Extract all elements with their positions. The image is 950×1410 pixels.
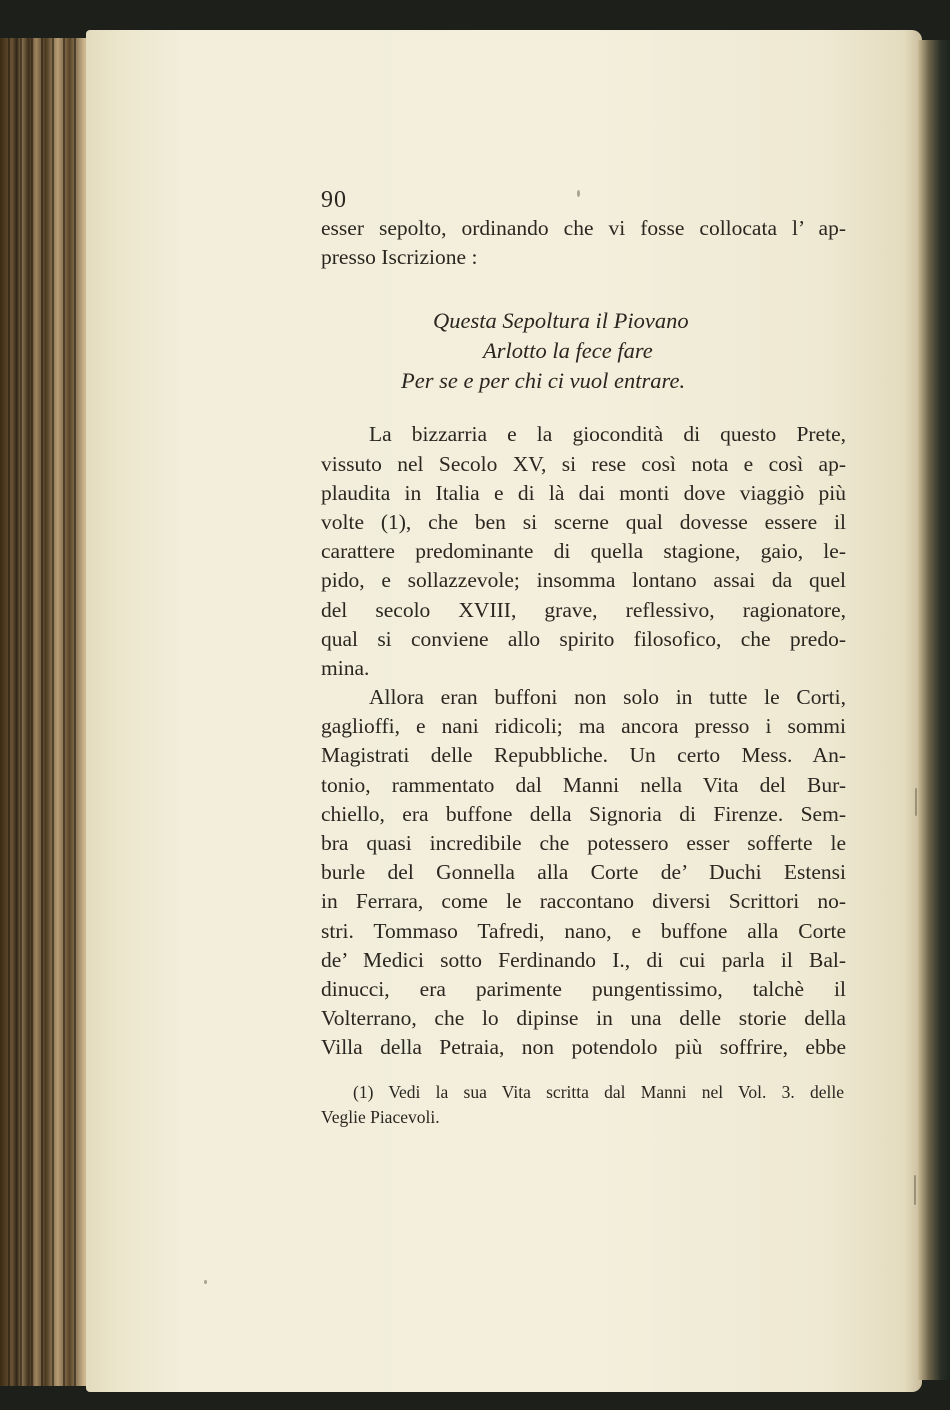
text-line: vissuto nel Secolo XV, si rese così nota e così ap-	[321, 451, 846, 476]
text-line: in Ferrara, come le raccontano diversi Scrittori no-	[321, 889, 846, 914]
ink-spot	[915, 788, 917, 816]
text-line: La bizzarria e la giocondità di questo Prete,	[369, 422, 846, 447]
inscription-line: Arlotto la fece fare	[483, 338, 653, 364]
text-line: carattere predominante di quella stagione, gaio, le-	[321, 539, 846, 564]
text-line: qual si conviene allo spirito filosofico, che predo-	[321, 626, 846, 651]
text-line: bra quasi incredibile che potessero esser sofferte le	[321, 831, 846, 855]
text-line: burle del Gonnella alla Corte de’ Duchi Estensi	[321, 860, 846, 885]
page-edge-line	[41, 38, 43, 1386]
text-line: Volterrano, che lo dipinse in una delle storie della	[321, 1006, 846, 1031]
book-cover-edge	[918, 40, 950, 1380]
inscription-line: Questa Sepoltura il Piovano	[433, 308, 689, 334]
page-edge-line	[8, 38, 10, 1386]
inscription-line: Per se e per chi ci vuol entrare.	[401, 368, 686, 394]
text-line: volte (1), che ben si scerne qual dovesse essere il	[321, 509, 846, 534]
text-line: esser sepolto, ordinando che vi fosse collocata l’ ap-	[321, 216, 846, 240]
text-line: dinucci, era parimente pungentissimo, talchè il	[321, 976, 846, 1001]
spacer	[321, 396, 846, 420]
text-line: pido, e sollazzevole; insomma lontano assai da quel	[321, 568, 846, 593]
text-line: Allora eran buffoni non solo in tutte le Corti,	[369, 685, 846, 710]
page-number: 90	[321, 187, 347, 213]
spacer	[321, 272, 846, 306]
page-edge-line	[31, 38, 33, 1386]
text-line: Magistrati delle Repubbliche. Un certo Mess. An-	[321, 743, 846, 768]
text-line: plaudita in Italia e di là dai monti dove viaggiò più	[321, 480, 846, 505]
text-line: presso Iscrizione :	[321, 245, 478, 270]
ink-spot	[204, 1280, 207, 1284]
text-line: stri. Tommaso Tafredi, nano, e buffone alla Corte	[321, 918, 846, 943]
ink-spot	[914, 1175, 916, 1205]
page-edge-line	[63, 38, 65, 1386]
page-edge-line	[20, 38, 22, 1386]
text-line: mina.	[321, 655, 370, 680]
text-line: de’ Medici sotto Ferdinando I., di cui parla il Bal-	[321, 947, 846, 972]
page-body	[321, 186, 846, 1063]
text-line: tonio, rammentato dal Manni nella Vita del Bur-	[321, 772, 846, 797]
page-edge-line	[74, 38, 76, 1386]
footnote-line: (1) Vedi la sua Vita scritta dal Manni nel Vol. 3. delle	[353, 1082, 844, 1102]
text-line: gaglioffi, e nani ridicoli; ma ancora presso i sommi	[321, 714, 846, 739]
text-line: chiello, era buffone della Signoria di Firenze. Sem-	[321, 801, 846, 826]
text-line: Villa della Petraia, non potendolo più soffrire, ebbe	[321, 1035, 846, 1060]
footnote-line: Veglie Piacevoli.	[321, 1107, 440, 1127]
text-line: del secolo XVIII, grave, reflessivo, ragionatore,	[321, 597, 846, 622]
footnote	[321, 1080, 844, 1130]
page-edge-line	[52, 38, 54, 1386]
